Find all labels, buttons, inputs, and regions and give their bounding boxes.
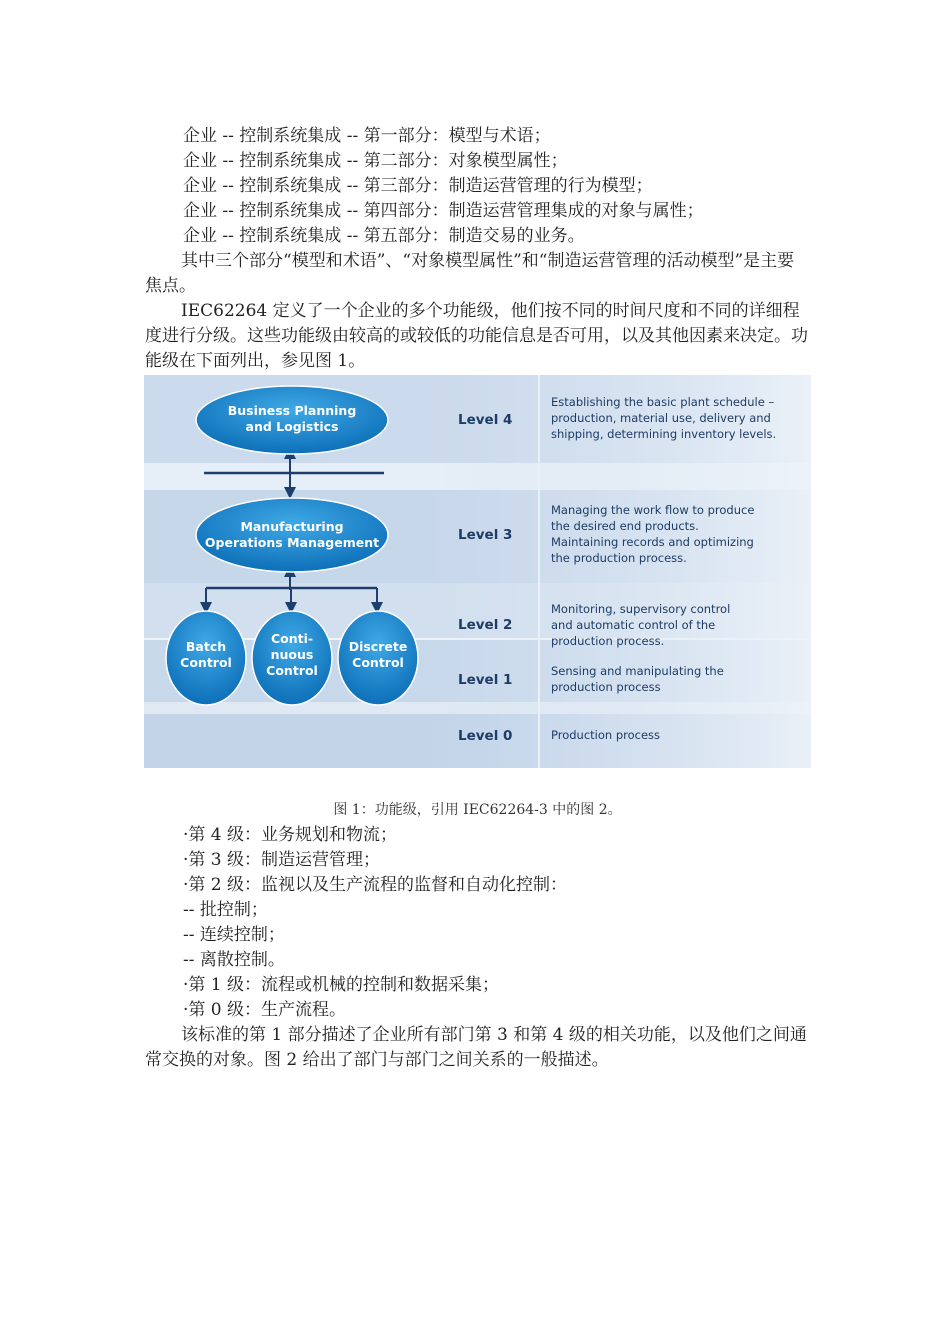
continuous-label-2: nuous xyxy=(270,647,314,662)
level-4-desc-3: shipping, determining inventory levels. xyxy=(551,427,777,441)
discrete-label-2: Control xyxy=(352,655,404,670)
part-2-line: 企业 -- 控制系统集成 -- 第二部分：对象模型属性； xyxy=(183,151,568,171)
part-1-line: 企业 -- 控制系统集成 -- 第一部分：模型与术语； xyxy=(183,126,551,146)
level-3-desc-3: Maintaining records and optimizing xyxy=(551,535,754,549)
level-list-item: ·第 4 级：业务规划和物流； xyxy=(183,825,398,845)
levels-paragraph: IEC62264 定义了一个企业的多个功能级，他们按不同的时间尺度和不同的详细程度进行分级。这些功能级由较高的或较低的功能信息是否可用，以及其他因素来决定。功能级在下面列出，参见图 1。 xyxy=(145,301,808,371)
level-3-desc-4: the production process. xyxy=(551,551,687,565)
level-1-desc-2: production process xyxy=(551,680,661,694)
level-2-desc-1: Monitoring, supervisory control xyxy=(551,602,731,616)
batch-label-1: Batch xyxy=(185,639,227,654)
level-list-item: ·第 3 级：制造运营管理； xyxy=(183,850,381,870)
business-label-2: and Logistics xyxy=(245,419,339,434)
mom-label-1: Manufacturing xyxy=(240,519,344,534)
continuous-label-3: Control xyxy=(266,663,318,678)
level-2-desc-2: and automatic control of the xyxy=(551,618,716,632)
level-list-item: -- 连续控制； xyxy=(183,925,285,945)
level-4-desc-1: Establishing the basic plant schedule – xyxy=(551,395,775,409)
focus-paragraph: 其中三个部分“模型和术语”、“对象模型属性”和“制造运营管理的活动模型”是主要焦点。 xyxy=(145,251,795,296)
level-list-item: -- 离散控制。 xyxy=(183,950,285,970)
business-label-1: Business Planning xyxy=(227,403,357,418)
level-1-desc-1: Sensing and manipulating the xyxy=(551,664,724,678)
level-list-item: ·第 0 级：生产流程。 xyxy=(183,1000,347,1020)
closing-paragraph: 该标准的第 1 部分描述了企业所有部门第 3 和第 4 级的相关功能，以及他们之间通常交换的对象。图 2 给出了部门与部门之间关系的一般描述。 xyxy=(145,1025,807,1070)
part-3-line: 企业 -- 控制系统集成 -- 第三部分：制造运营管理的行为模型； xyxy=(183,176,653,196)
batch-label-2: Control xyxy=(180,655,232,670)
level-3-label: Level 3 xyxy=(458,527,513,543)
level-0-label: Level 0 xyxy=(458,728,513,744)
level-1-label: Level 1 xyxy=(458,672,513,688)
figure-caption: 图 1：功能级，引用 IEC62264-3 中的图 2。 xyxy=(333,802,622,818)
part-5-line: 企业 -- 控制系统集成 -- 第五部分：制造交易的业务。 xyxy=(183,226,585,246)
continuous-label-1: Conti- xyxy=(270,631,314,646)
level-2-desc-3: production process. xyxy=(551,634,665,648)
discrete-label-1: Discrete xyxy=(348,639,408,654)
mom-label-2: Operations Management xyxy=(204,535,380,550)
level-4-label: Level 4 xyxy=(458,412,513,428)
level-list-item: ·第 2 级：监视以及生产流程的监督和自动化控制： xyxy=(183,875,568,895)
functional-levels-figure xyxy=(144,375,811,768)
level-4-desc-2: production, material use, delivery and xyxy=(551,411,771,425)
level-3-desc-2: the desired end products. xyxy=(551,519,699,533)
part-4-line: 企业 -- 控制系统集成 -- 第四部分：制造运营管理集成的对象与属性； xyxy=(183,201,704,221)
level-2-label: Level 2 xyxy=(458,617,513,633)
level-list-item: -- 批控制； xyxy=(183,900,268,920)
level-3-desc-1: Managing the work flow to produce xyxy=(551,503,755,517)
level-0-desc-1: Production process xyxy=(551,728,661,742)
level-list-item: ·第 1 级：流程或机械的控制和数据采集； xyxy=(183,975,500,995)
